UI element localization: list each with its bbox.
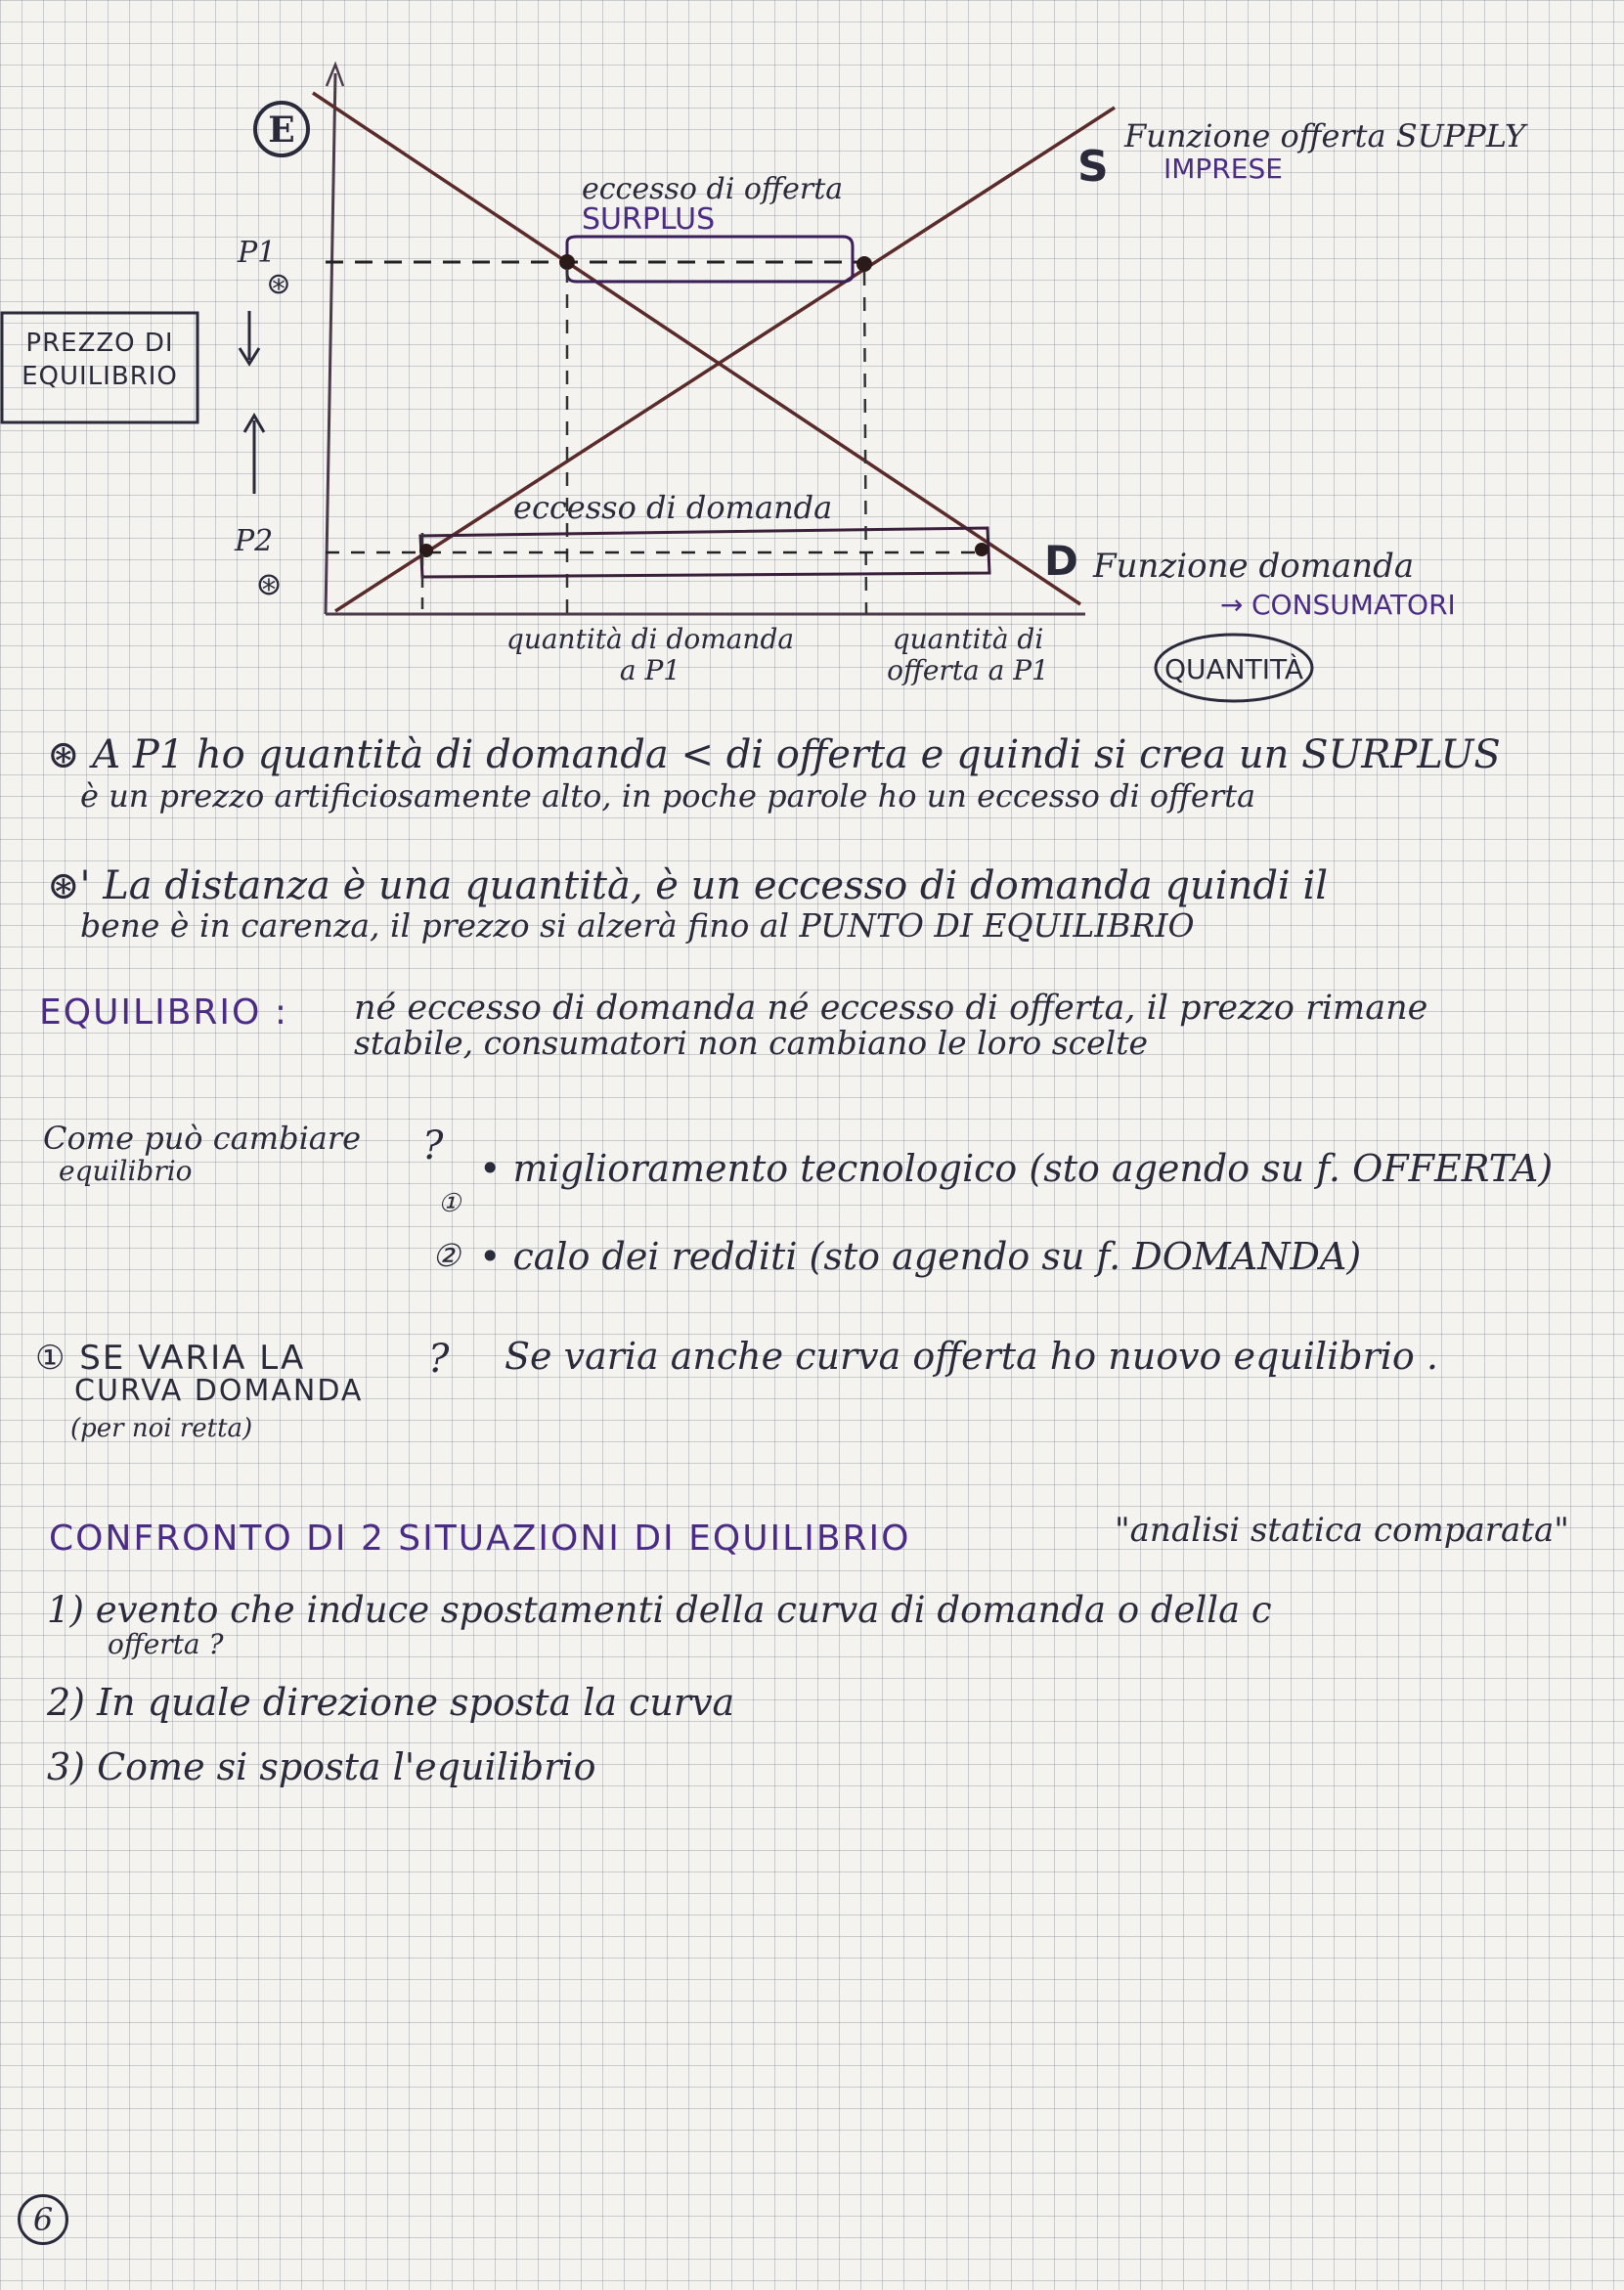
surplus-bracket <box>567 237 853 282</box>
star2-line2: bene è in carenza, il prezzo si alzerà fino al PUNTO DI EQUILIBRIO <box>80 906 1195 945</box>
excess-demand-label: eccesso di domanda <box>513 489 833 526</box>
equilibrium-line1: né eccesso di domanda né eccesso di offerta, il prezzo rimane <box>354 989 1428 1028</box>
excess-supply-label: eccesso di offerta <box>582 172 844 206</box>
equilibrium-line2: stabile, consumatori non cambiano le loro scelte <box>354 1024 1149 1062</box>
star1-line1: ⊛ A P1 ho quantità di domanda < di offerta e quindi si crea un SURPLUS <box>47 732 1501 777</box>
demand-function-label: Funzione domanda <box>1093 547 1415 586</box>
item1-text: • miglioramento tecnologico (sto agendo su f. OFFERTA) <box>479 1147 1554 1190</box>
se-varia-line1: ① SE VARIA LA <box>35 1339 306 1378</box>
p1-supply-point <box>856 256 872 272</box>
how-change-q2: equilibrio <box>59 1155 193 1187</box>
p1-star: ⊛ <box>266 267 291 301</box>
e-mark: E <box>268 110 295 151</box>
firms-label: IMPRESE <box>1163 153 1283 185</box>
item2-number: ② <box>432 1237 461 1274</box>
supply-function-label: Funzione offerta SUPPLY <box>1124 117 1526 154</box>
s-label: S <box>1077 142 1109 192</box>
how-change-q1: Come può cambiare <box>43 1120 362 1157</box>
how-change-qmark: ? <box>422 1123 444 1168</box>
qty-supplied-label: quantità di offerta a P1 <box>887 624 1049 686</box>
qty-demanded-label: quantità di domanda a P1 <box>505 624 795 686</box>
statica-label: "analisi statica comparata" <box>1115 1511 1569 1550</box>
page-number: 6 <box>32 2201 54 2238</box>
step2: 2) In quale direzione sposta la curva <box>47 1681 735 1724</box>
item2-text: • calo dei redditi (sto agendo su f. DOMANDA) <box>479 1235 1362 1278</box>
star1-icon: ⊛ <box>47 732 93 777</box>
p2-label: P2 <box>235 524 274 558</box>
p2-star: ⊛ <box>255 565 283 602</box>
page-number-circle <box>18 2194 68 2245</box>
star1-line2: è un prezzo artificiosamente alto, in poche parole ho un eccesso di offerta <box>80 777 1256 815</box>
star2-icon: ⊛' <box>47 863 104 908</box>
star2-line1: ⊛' La distanza è una quantità, è un eccesso di domanda quindi il <box>47 863 1329 908</box>
step1-line2: offerta ? <box>108 1628 224 1660</box>
se-varia-qmark: ? <box>428 1337 450 1382</box>
qs-dashed <box>864 272 866 614</box>
consumers-label: CONSUMATORI <box>1251 589 1456 621</box>
se-varia-answer: Se varia anche curva offerta ho nuovo equilibrio . <box>505 1335 1438 1378</box>
consumers-arrow: → <box>1220 589 1244 621</box>
confronto-heading: CONFRONTO DI 2 SITUAZIONI DI EQUILIBRIO <box>49 1519 911 1559</box>
p2-demand-point <box>975 543 988 556</box>
equilibrium-heading: EQUILIBRIO : <box>39 992 288 1033</box>
surplus-label: SURPLUS <box>582 202 716 237</box>
se-varia-line3: (per noi retta) <box>70 1414 253 1443</box>
y-axis <box>326 73 335 614</box>
d-label: D <box>1044 537 1078 585</box>
p1-demand-point <box>559 254 575 270</box>
se-varia-line2: CURVA DOMANDA <box>74 1374 364 1408</box>
supply-demand-diagram <box>0 0 1624 704</box>
equilibrium-price-label: PREZZO DI EQUILIBRIO <box>22 329 178 391</box>
p1-label: P1 <box>238 236 277 270</box>
step3: 3) Come si sposta l'equilibrio <box>47 1745 596 1788</box>
item1-number: ① <box>438 1189 461 1218</box>
quantity-label: QUANTITÀ <box>1163 653 1304 685</box>
step1-line1: 1) evento che induce spostamenti della curva di domanda o della c <box>47 1589 1272 1631</box>
